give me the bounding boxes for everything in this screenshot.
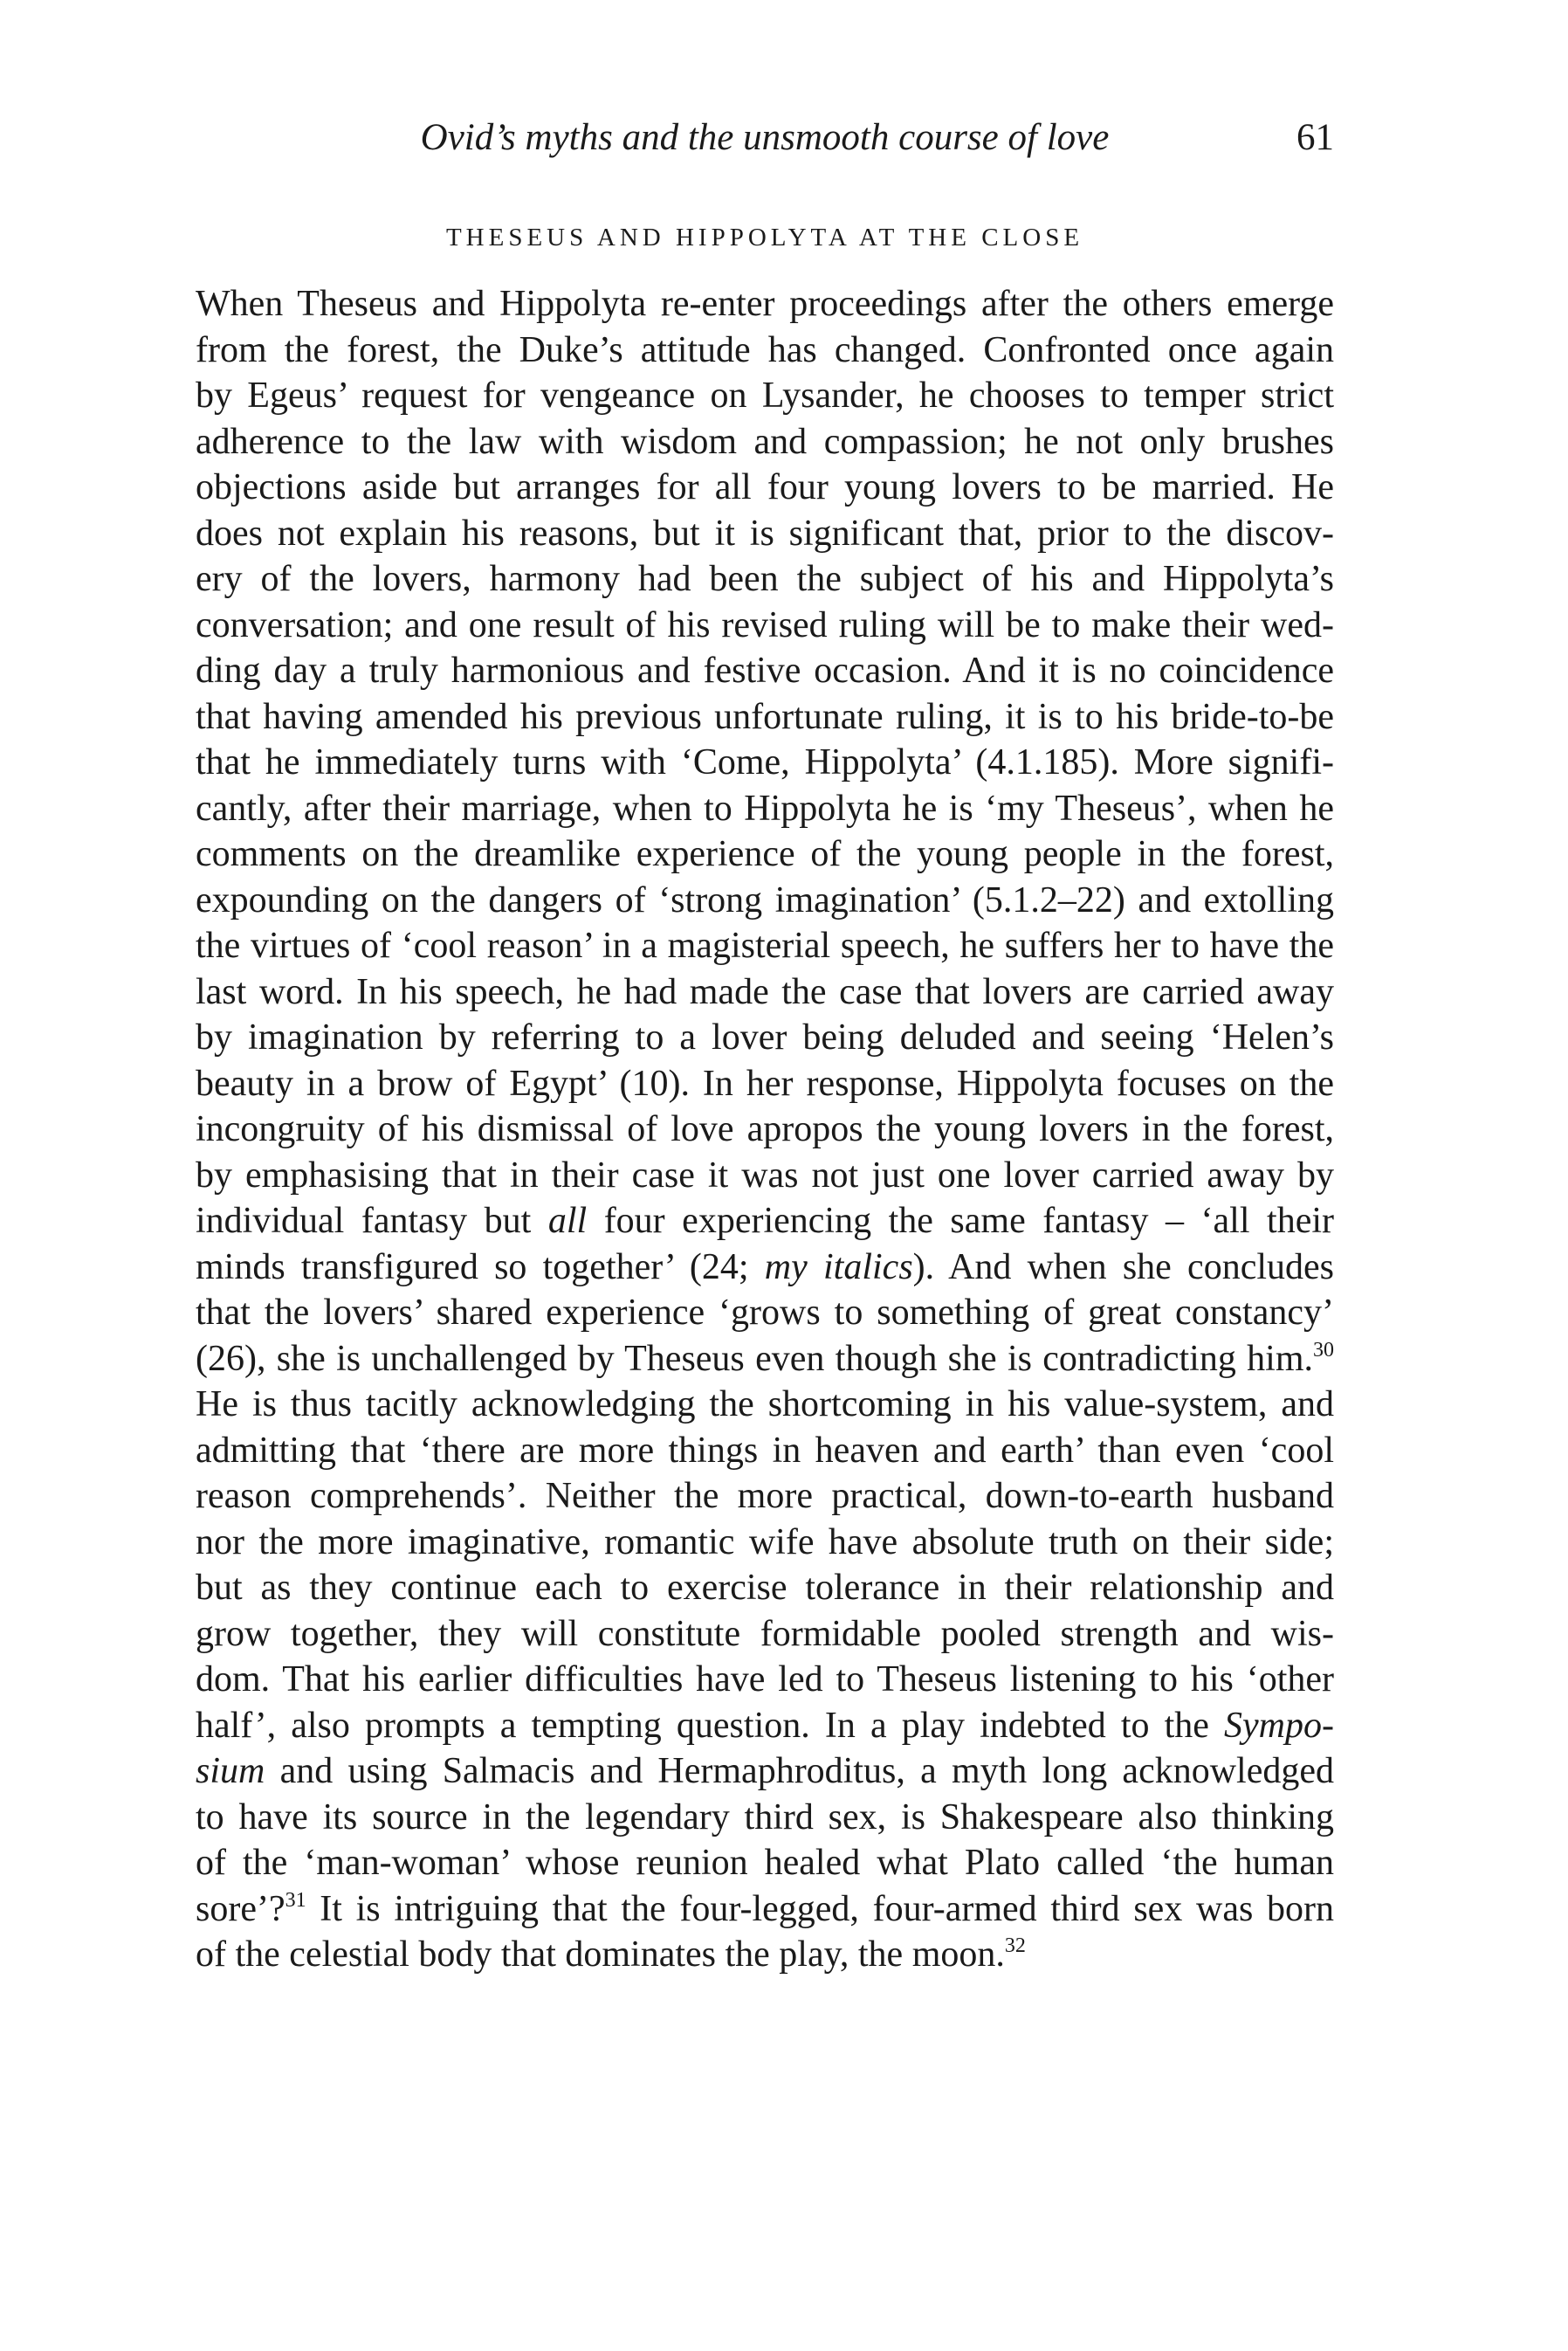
text-line-14: expounding on the dangers of ‘strong imagination’ (5.1.2–22) and extolling <box>196 879 1334 920</box>
body-paragraph <box>196 281 1334 1978</box>
text-line-36-rest: It is intriguing that the four-legged, four-armed third sex was born <box>306 1888 1334 1929</box>
text-line-18: beauty in a brow of Egypt’ (10). In her response, Hippolyta focuses on the <box>196 1063 1334 1104</box>
footnote-ref-31: 31 <box>285 1888 306 1912</box>
text-line-9: ding day a truly harmonious and festive occasion. And it is no coincidence <box>196 651 1334 691</box>
text-line-3: by Egeus’ request for vengeance on Lysander, he chooses to temper strict <box>196 376 1334 416</box>
text-line-25: He is thus tacitly acknowledging the shortcoming in his value-system, and <box>196 1384 1334 1424</box>
section-heading: THESEUS AND HIPPOLYTA AT THE CLOSE <box>445 224 1084 252</box>
text-line-31: dom. That his earlier difficulties have led to Theseus listening to his ‘other <box>196 1659 1334 1699</box>
text-line-16: last word. In his speech, he had made the case that lovers are carried away <box>196 971 1334 1012</box>
text-line-10: that having amended his previous unfortunate ruling, it is to his bride-to-be <box>196 696 1334 737</box>
text-line-30: grow together, they will constitute formidable pooled strength and wis- <box>196 1613 1334 1654</box>
text-line-24 <box>196 1336 1334 1382</box>
text-line-37 <box>196 1932 1334 1978</box>
text-line-17: by imagination by referring to a lover being deluded and seeing ‘Helen’s <box>196 1017 1334 1058</box>
text-line-32: half’, also prompts a tempting question. In a play indebted to the Sympo- <box>196 1705 1334 1746</box>
text-line-26: admitting that ‘there are more things in heaven and earth’ than even ‘cool <box>196 1430 1334 1471</box>
running-title: Ovid’s myths and the unsmooth course of love <box>420 117 1110 158</box>
running-head <box>196 112 1334 164</box>
text-line-28: nor the more imaginative, romantic wife have absolute truth on their side; <box>196 1521 1334 1562</box>
text-line-6: does not explain his reasons, but it is significant that, prior to the discov- <box>196 513 1334 554</box>
text-line-34: to have its source in the legendary third sex, is Shakespeare also thinking <box>196 1796 1334 1837</box>
text-line-12: cantly, after their marriage, when to Hippolyta he is ‘my Theseus’, when he <box>196 788 1334 829</box>
text-line-5: objections aside but arranges for all four young lovers to be married. He <box>196 467 1334 507</box>
text-line-36-start: sore’? <box>196 1888 285 1929</box>
text-line-37-text: of the celestial body that dominates the play, the moon. <box>196 1934 1005 1975</box>
footnote-ref-30: 30 <box>1313 1338 1334 1362</box>
text-line-23: that the lovers’ shared experience ‘grows to something of great constancy’ <box>196 1293 1334 1333</box>
text-line-27: reason comprehends’. Neither the more practical, down-to-earth husband <box>196 1476 1334 1516</box>
text-line-36 <box>196 1886 1334 1933</box>
text-line-8: conversation; and one result of his revised ruling will be to make their wed- <box>196 604 1334 645</box>
text-line-24-text: (26), she is unchallenged by Theseus even though she is contradicting him. <box>196 1338 1313 1379</box>
text-line-21: individual fantasy but all four experiencing the same fantasy – ‘all their <box>196 1201 1334 1241</box>
text-line-1: When Theseus and Hippolyta re-enter proceedings after the others emerge <box>196 284 1334 324</box>
text-line-33: sium and using Salmacis and Hermaphroditus, a myth long acknowledged <box>196 1751 1334 1791</box>
text-line-11: that he immediately turns with ‘Come, Hippolyta’ (4.1.185). More signifi- <box>196 742 1334 783</box>
text-line-4: adherence to the law with wisdom and compassion; he not only brushes <box>196 421 1334 462</box>
page-number: 61 <box>1296 117 1334 158</box>
text-line-20: by emphasising that in their case it was not just one lover carried away by <box>196 1155 1334 1196</box>
text-line-13: comments on the dreamlike experience of the young people in the forest, <box>196 834 1334 874</box>
footnote-ref-32: 32 <box>1004 1934 1026 1957</box>
text-line-29: but as they continue each to exercise tolerance in their relationship and <box>196 1568 1334 1608</box>
text-line-7: ery of the lovers, harmony had been the subject of his and Hippolyta’s <box>196 559 1334 599</box>
text-line-22: minds transfigured so together’ (24; my italics). And when she concludes <box>196 1246 1334 1287</box>
text-line-19: incongruity of his dismissal of love apropos the young lovers in the forest, <box>196 1109 1334 1149</box>
text-line-15: the virtues of ‘cool reason’ in a magisterial speech, he suffers her to have the <box>196 926 1334 966</box>
text-line-2: from the forest, the Duke’s attitude has changed. Confronted once again <box>196 329 1334 370</box>
text-line-35: of the ‘man-woman’ whose reunion healed what Plato called ‘the human <box>196 1843 1334 1883</box>
